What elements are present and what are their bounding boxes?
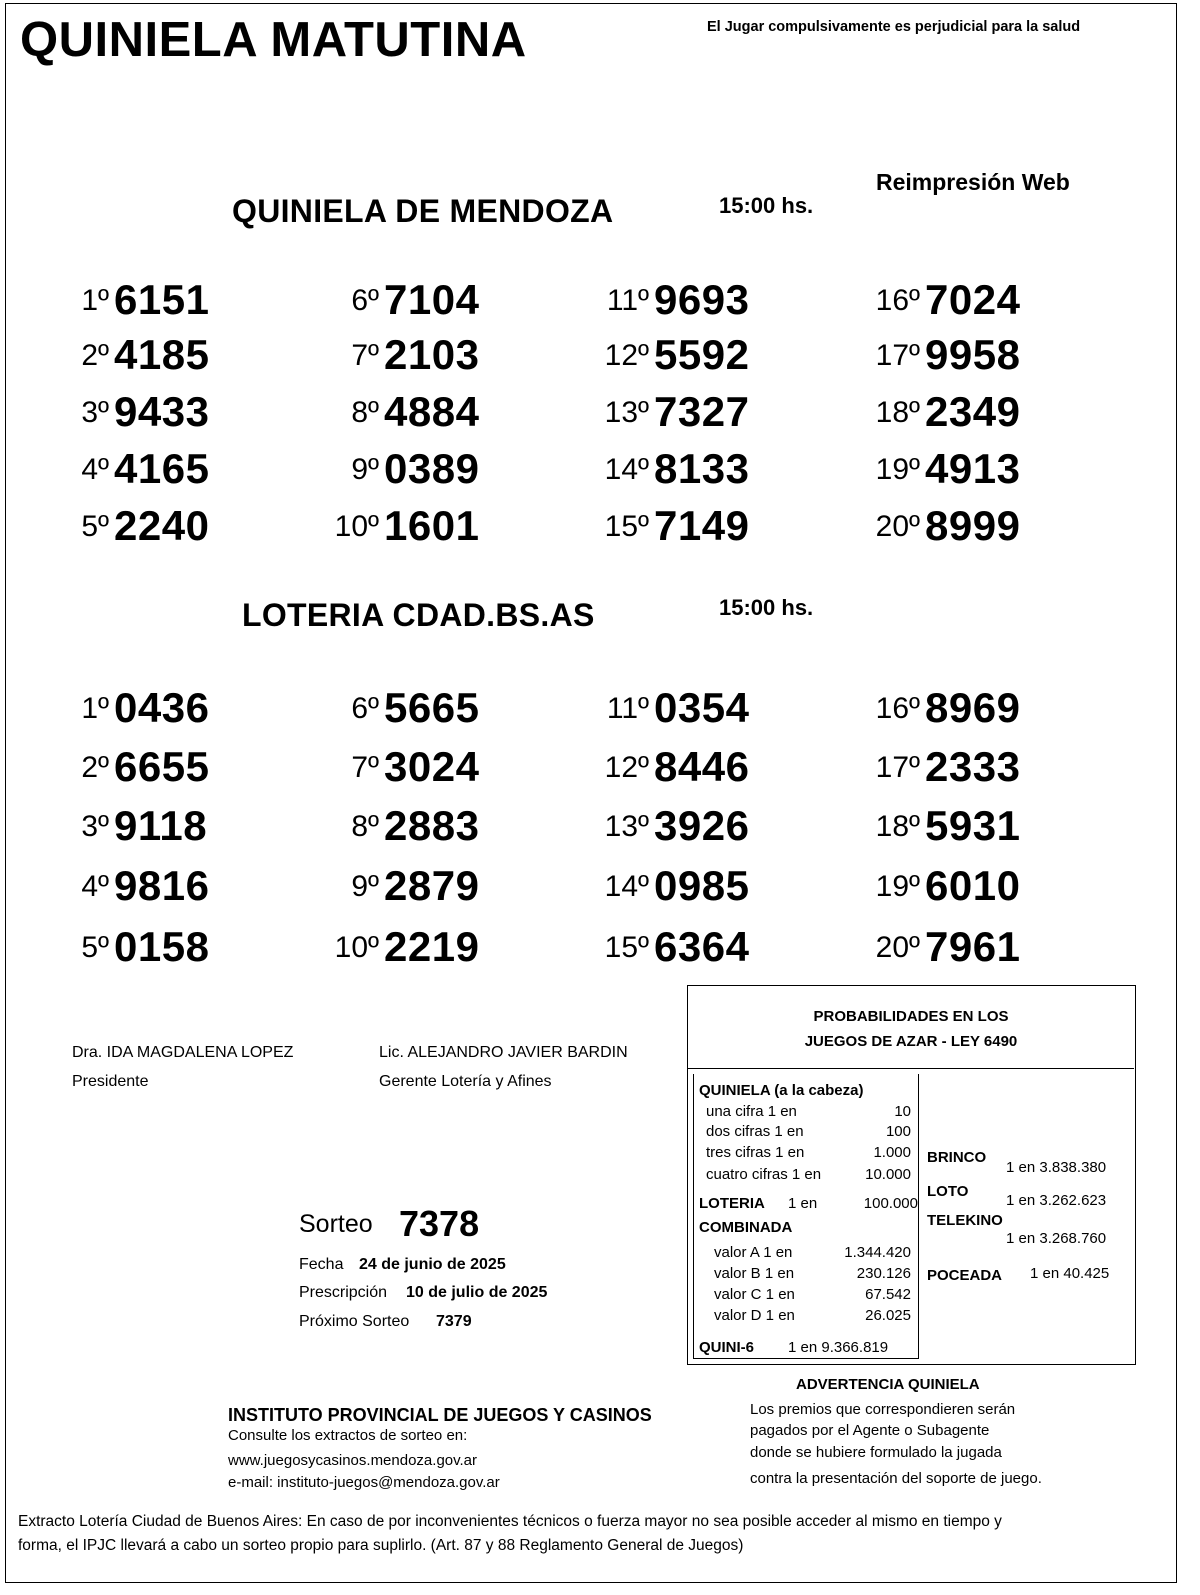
signature-name-manager: Lic. ALEJANDRO JAVIER BARDIN: [379, 1044, 628, 1061]
result-position: 14º: [604, 453, 649, 486]
result-number: 5592: [654, 331, 750, 378]
result-position: 19º: [875, 453, 920, 486]
result-cell: [572, 678, 812, 732]
combinada-prob-title: COMBINADA: [699, 1219, 793, 1236]
signature-role-president: Presidente: [72, 1073, 149, 1090]
result-cell: [302, 270, 542, 324]
quiniela-prob-row-label: dos cifras 1 en: [706, 1123, 804, 1140]
footer-note-line1: Extracto Lotería Ciudad de Buenos Aires: En caso de por inconvenientes técnicos o fuerza mayor no sea posible acceder al mismo en tiempo y: [18, 1513, 1002, 1530]
result-number: 0389: [384, 445, 480, 492]
probabilities-header: [688, 986, 1134, 1069]
poceada-prob-value: 1 en 40.425: [1030, 1265, 1110, 1282]
result-position: 19º: [875, 870, 920, 903]
advertencia-line: pagados por el Agente o Subagente: [750, 1422, 990, 1439]
result-cell: [302, 737, 542, 791]
result-position: 15º: [604, 510, 649, 543]
result-cell: [32, 325, 272, 379]
result-cell: [572, 796, 812, 850]
result-cell: [843, 325, 1083, 379]
result-cell: [302, 382, 542, 436]
result-number: 9958: [925, 331, 1021, 378]
prescripcion-label: Prescripción: [299, 1284, 388, 1301]
result-cell: [572, 439, 812, 493]
result-number: 9693: [654, 276, 750, 323]
result-cell: [32, 856, 272, 910]
fecha-value: 24 de junio de 2025: [359, 1256, 506, 1273]
probabilities-box: [687, 985, 1136, 1365]
advertencia-line: donde se hubiere formulado la jugada: [750, 1444, 1002, 1461]
sorteo-label: Sorteo: [299, 1210, 373, 1238]
result-cell: [32, 796, 272, 850]
result-position: 18º: [875, 810, 920, 843]
loto-prob-label: LOTO: [927, 1183, 969, 1200]
result-position: 9º: [351, 870, 379, 903]
advertencia-line: Los premios que correspondieren serán: [750, 1401, 1016, 1418]
health-warning: El Jugar compulsivamente es perjudicial para la salud: [707, 19, 1081, 35]
quiniela-prob-title: QUINIELA (a la cabeza): [699, 1082, 864, 1099]
combinada-prob-row-value: 67.542: [865, 1286, 911, 1303]
combinada-prob-row-label: valor A 1 en: [714, 1244, 793, 1261]
result-number: 4913: [925, 445, 1021, 492]
combinada-prob-row-value: 1.344.420: [844, 1244, 911, 1261]
result-number: 2883: [384, 802, 480, 849]
result-cell: [843, 439, 1083, 493]
result-number: 0985: [654, 862, 750, 909]
section-title-loteria: LOTERIA CDAD.BS.AS: [242, 597, 595, 633]
quiniela-prob-row-value: 100: [885, 1123, 911, 1140]
result-cell: [32, 917, 272, 971]
result-number: 9118: [114, 802, 208, 849]
result-number: 2219: [384, 923, 480, 970]
reprint-label: Reimpresión Web: [876, 169, 1070, 195]
institute-website-link[interactable]: www.juegosycasinos.mendoza.gov.ar: [228, 1452, 478, 1469]
result-cell: [843, 856, 1083, 910]
result-number: 4165: [114, 445, 210, 492]
result-position: 16º: [875, 692, 920, 725]
result-position: 11º: [606, 692, 649, 725]
page-title: QUINIELA MATUTINA: [20, 13, 527, 67]
result-number: 6151: [114, 276, 210, 323]
result-cell: [302, 856, 542, 910]
result-position: 10º: [334, 510, 379, 543]
result-cell: [32, 439, 272, 493]
result-cell: [32, 496, 272, 550]
loteria-prob-value: 100.000: [863, 1195, 918, 1212]
result-number: 2349: [925, 388, 1021, 435]
result-number: 3024: [384, 743, 480, 790]
result-cell: [302, 325, 542, 379]
result-number: 8999: [925, 502, 1021, 549]
result-position: 11º: [606, 284, 649, 317]
brinco-prob-label: BRINCO: [927, 1149, 987, 1166]
result-position: 2º: [81, 339, 109, 372]
result-number: 2879: [384, 862, 480, 909]
result-number: 6655: [114, 743, 210, 790]
result-position: 4º: [81, 870, 109, 903]
result-position: 20º: [875, 931, 920, 964]
result-number: 1601: [384, 502, 480, 549]
result-number: 6364: [654, 923, 750, 970]
result-position: 3º: [81, 396, 109, 429]
result-position: 12º: [604, 751, 649, 784]
fecha-label: Fecha: [299, 1256, 344, 1273]
result-cell: [32, 270, 272, 324]
signature-name-president: Dra. IDA MAGDALENA LOPEZ: [72, 1044, 294, 1061]
result-cell: [843, 678, 1083, 732]
loteria-prob-label: LOTERIA: [699, 1195, 765, 1212]
proximo-value: 7379: [436, 1313, 472, 1330]
result-position: 13º: [604, 810, 649, 843]
result-cell: [302, 796, 542, 850]
result-number: 9816: [114, 862, 210, 909]
quiniela-prob-row-label: tres cifras 1 en: [706, 1144, 805, 1161]
result-position: 8º: [351, 396, 379, 429]
result-number: 5665: [384, 684, 480, 731]
result-cell: [572, 737, 812, 791]
result-position: 2º: [81, 751, 109, 784]
result-cell: [572, 496, 812, 550]
result-number: 8969: [925, 684, 1021, 731]
combinada-prob-row-label: valor D 1 en: [714, 1307, 795, 1324]
result-cell: [32, 382, 272, 436]
advertencia-line: contra la presentación del soporte de juego.: [750, 1470, 1042, 1487]
result-number: 3926: [654, 802, 750, 849]
section-time-mendoza: 15:00 hs.: [719, 193, 814, 218]
result-position: 6º: [351, 284, 379, 317]
quini6-prob-label: QUINI-6: [699, 1339, 755, 1356]
result-number: 0354: [654, 684, 750, 731]
probabilities-title-line2: JUEGOS DE AZAR - LEY 6490: [804, 1033, 1018, 1050]
result-number: 7961: [925, 923, 1021, 970]
result-position: 18º: [875, 396, 920, 429]
result-position: 3º: [81, 810, 109, 843]
result-position: 8º: [351, 810, 379, 843]
result-cell: [843, 496, 1083, 550]
telekino-prob-label: TELEKINO: [927, 1212, 1003, 1229]
result-cell: [843, 917, 1083, 971]
result-number: 8446: [654, 743, 750, 790]
result-cell: [843, 270, 1083, 324]
result-number: 4884: [384, 388, 480, 435]
result-number: 4185: [114, 331, 210, 378]
result-number: 2103: [384, 331, 480, 378]
quini6-prob-value: 1 en 9.366.819: [788, 1339, 889, 1356]
poceada-prob-label: POCEADA: [927, 1267, 1003, 1284]
result-cell: [572, 270, 812, 324]
result-position: 5º: [81, 931, 109, 964]
result-number: 0436: [114, 684, 210, 731]
result-position: 15º: [604, 931, 649, 964]
result-number: 5931: [925, 802, 1021, 849]
result-position: 12º: [604, 339, 649, 372]
loteria-prob-odds-label: 1 en: [788, 1195, 818, 1212]
result-cell: [843, 796, 1083, 850]
combinada-prob-row-value: 230.126: [856, 1265, 911, 1282]
result-number: 9433: [114, 388, 210, 435]
result-position: 1º: [81, 284, 109, 317]
result-position: 16º: [875, 284, 920, 317]
result-cell: [843, 737, 1083, 791]
footer-note-line2: forma, el IPJC llevará a cabo un sorteo propio para suplirlo. (Art. 87 y 88 Reglamento General de Juegos): [18, 1537, 744, 1554]
result-position: 1º: [81, 692, 109, 725]
result-position: 13º: [604, 396, 649, 429]
result-cell: [843, 382, 1083, 436]
result-number: 7024: [925, 276, 1021, 323]
telekino-prob-value: 1 en 3.268.760: [1006, 1230, 1107, 1247]
result-cell: [302, 439, 542, 493]
prescripcion-value: 10 de julio de 2025: [406, 1284, 548, 1301]
quiniela-prob-row-label: cuatro cifras 1 en: [706, 1166, 822, 1183]
quiniela-prob-row-label: una cifra 1 en: [706, 1103, 797, 1120]
combinada-prob-row-value: 26.025: [865, 1307, 911, 1324]
result-number: 2240: [114, 502, 210, 549]
result-cell: [302, 678, 542, 732]
result-cell: [32, 737, 272, 791]
result-position: 9º: [351, 453, 379, 486]
result-number: 2333: [925, 743, 1021, 790]
section-title-mendoza: QUINIELA DE MENDOZA: [232, 193, 614, 229]
advertencia-title: ADVERTENCIA QUINIELA: [796, 1376, 980, 1393]
quiniela-prob-row-value: 10: [894, 1103, 911, 1120]
result-number: 7327: [654, 388, 750, 435]
result-cell: [572, 856, 812, 910]
quiniela-prob-row-value: 1.000: [873, 1144, 911, 1161]
section-time-loteria: 15:00 hs.: [719, 595, 814, 620]
institute-consult-text: Consulte los extractos de sorteo en:: [228, 1427, 468, 1444]
result-cell: [32, 678, 272, 732]
probabilities-title-line1: PROBABILIDADES EN LOS: [813, 1008, 1009, 1025]
result-position: 17º: [875, 751, 920, 784]
loto-prob-value: 1 en 3.262.623: [1006, 1192, 1107, 1209]
result-position: 7º: [351, 339, 379, 372]
result-number: 6010: [925, 862, 1021, 909]
proximo-label: Próximo Sorteo: [299, 1313, 410, 1330]
result-position: 5º: [81, 510, 109, 543]
result-position: 14º: [604, 870, 649, 903]
result-number: 7104: [384, 276, 480, 323]
sorteo-number: 7378: [399, 1203, 480, 1244]
signature-role-manager: Gerente Lotería y Afines: [379, 1073, 552, 1090]
quiniela-prob-row-value: 10.000: [865, 1166, 911, 1183]
result-position: 4º: [81, 453, 109, 486]
result-cell: [572, 382, 812, 436]
combinada-prob-row-label: valor B 1 en: [714, 1265, 795, 1282]
result-cell: [572, 325, 812, 379]
result-cell: [302, 496, 542, 550]
result-position: 6º: [351, 692, 379, 725]
institute-email-link[interactable]: e-mail: instituto-juegos@mendoza.gov.ar: [228, 1474, 500, 1491]
result-number: 8133: [654, 445, 750, 492]
result-number: 0158: [114, 923, 210, 970]
result-number: 7149: [654, 502, 750, 549]
institute-name: INSTITUTO PROVINCIAL DE JUEGOS Y CASINOS: [228, 1405, 652, 1425]
result-cell: [302, 917, 542, 971]
combinada-prob-row-label: valor C 1 en: [714, 1286, 795, 1303]
result-position: 20º: [875, 510, 920, 543]
result-position: 7º: [351, 751, 379, 784]
result-cell: [572, 917, 812, 971]
result-position: 17º: [875, 339, 920, 372]
brinco-prob-value: 1 en 3.838.380: [1006, 1159, 1107, 1176]
result-position: 10º: [334, 931, 379, 964]
